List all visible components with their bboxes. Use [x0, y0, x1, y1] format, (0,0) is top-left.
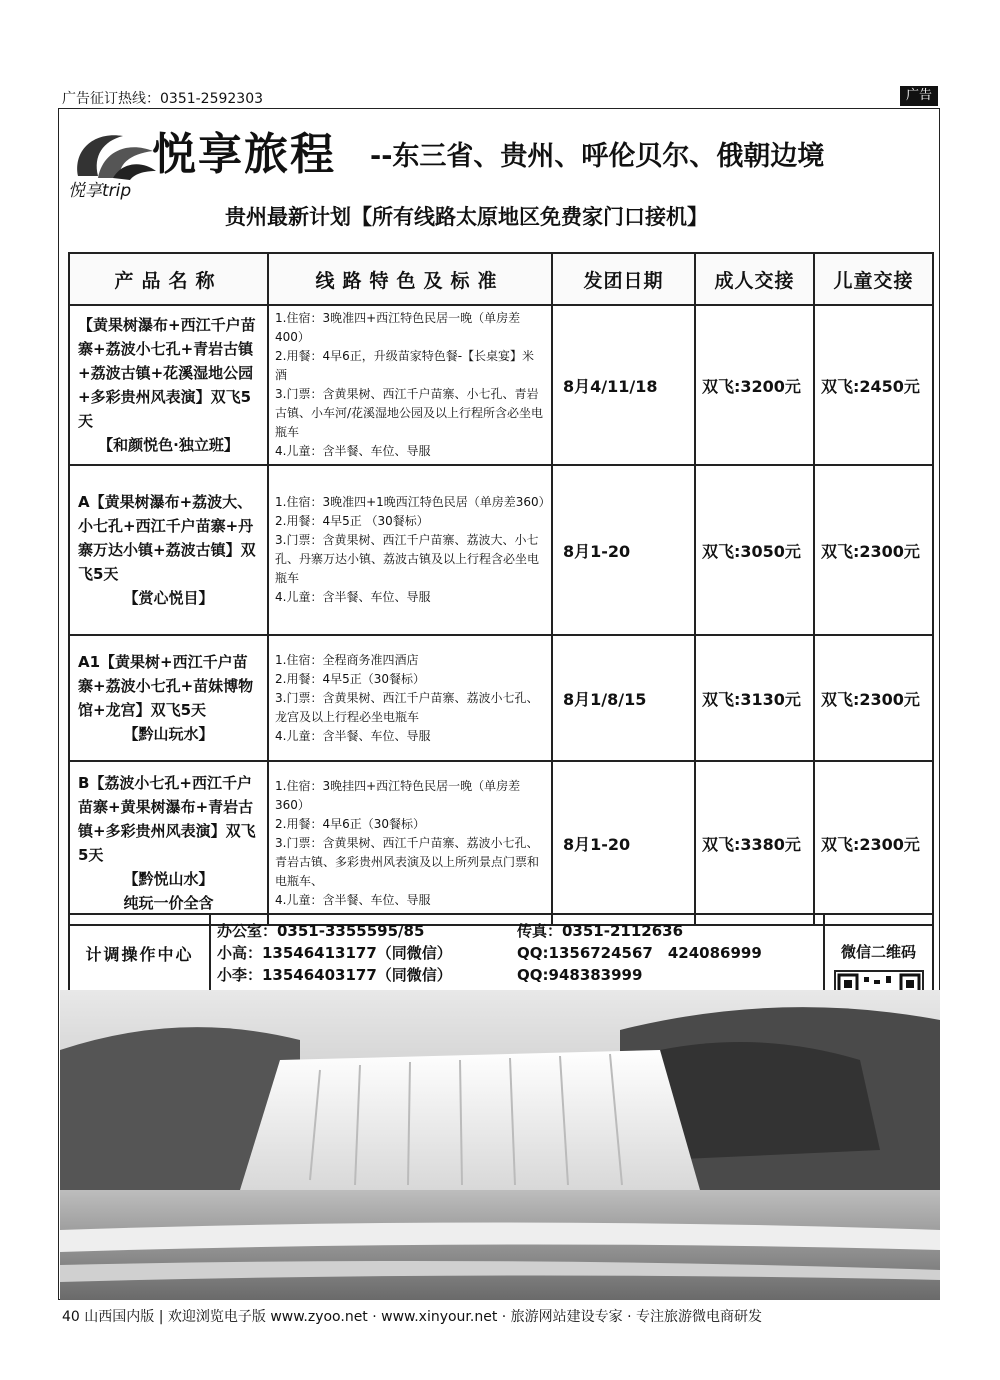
product-tag: 【黔悦山水】 — [123, 870, 214, 888]
feature-tickets: 3.门票：含黄果树、西江千户苗寨、荔波小七孔、龙宫及以上行程必坐电瓶车 — [275, 690, 539, 724]
ad-hotline: 广告征订热线：0351-2592303 — [62, 91, 264, 107]
header-route-features: 线路特色及标准 — [268, 253, 552, 305]
departure-date: 8月1-20 — [552, 465, 695, 635]
qq-numbers: QQ:1356724567 424086999 — [517, 944, 762, 962]
product-tag: 【赏心悦目】 — [123, 589, 214, 607]
contact-xiaogao: 小高：13546413177（同微信） — [217, 944, 452, 962]
ops-center-info — [210, 914, 824, 992]
product-name-cell — [69, 305, 268, 465]
feature-tickets: 3.门票：含黄果树、西江千户苗寨、荔波小七孔、青岩古镇、多彩贵州风表演及以上所列景点门票和电瓶车、 — [275, 835, 540, 888]
feature-children: 4.儿童：含半餐、车位、导服 — [275, 444, 431, 458]
product-tag-extra: 纯玩一价全含 — [123, 894, 214, 912]
feature-children: 4.儿童：含半餐、车位、导服 — [275, 728, 431, 743]
logo-text: 悦享trip — [68, 181, 132, 201]
header-child-price: 儿童交接 — [814, 253, 933, 305]
feature-children: 4.儿童：含半餐、车位、导服 — [275, 892, 431, 907]
child-price: 双飞:2450元 — [814, 305, 933, 465]
adult-price: 双飞:3380元 — [695, 761, 814, 925]
child-price: 双飞:2300元 — [814, 635, 933, 761]
departure-date: 8月1-20 — [552, 761, 695, 925]
child-price: 双飞:2300元 — [814, 465, 933, 635]
tour-plan-table — [68, 252, 934, 926]
departure-date: 8月1/8/15 — [552, 635, 695, 761]
feature-lodging: 1.住宿：3晚挂四+西江特色民居一晚（单房差360） — [275, 778, 521, 812]
plan-subtitle: 贵州最新计划【所有线路太原地区免费家门口接机】 — [225, 205, 708, 229]
route-features-cell — [268, 305, 552, 465]
product-name: A1【黄果树+西江千户苗寨+荔波小七孔+苗妹博物馆+龙宫】双飞5天 — [78, 653, 254, 719]
product-name-cell — [69, 465, 268, 635]
feature-meals: 2.用餐：4早6正，升级苗家特色餐-【长桌宴】米酒 — [275, 349, 535, 382]
feature-tickets: 3.门票：含黄果树、西江千户苗寨、荔波大、小七孔、丹寨万达小镇、荔波古镇及以上行程含必坐电瓶车 — [275, 533, 540, 585]
qq-number-2: QQ:948383999 — [517, 966, 643, 984]
product-name: 【黄果树瀑布+西江千户苗寨+荔波小七孔+青岩古镇+荔波古镇+花溪湿地公园+多彩贵州风表演】双飞5天 — [78, 316, 256, 430]
feature-lodging: 1.住宿：3晚准四+1晚西江特色民居（单房差360） — [275, 495, 551, 509]
header-adult-price: 成人交接 — [695, 253, 814, 305]
product-tag: 【黔山玩水】 — [123, 725, 214, 743]
product-tag: 【和颜悦色·独立班】 — [98, 436, 239, 454]
ad-tag: 广告 — [900, 86, 938, 106]
table-row — [69, 761, 933, 925]
route-features-cell — [268, 635, 552, 761]
product-name: B【荔波小七孔+西江千户苗寨+黄果树瀑布+青岩古镇+多彩贵州风表演】双飞5天 — [78, 774, 256, 864]
table-header-row — [69, 253, 933, 305]
adult-price: 双飞:3050元 — [695, 465, 814, 635]
route-features-cell — [268, 465, 552, 635]
feature-tickets: 3.门票：含黄果树、西江千户苗寨、小七孔、青岩古镇、小车河/花溪湿地公园及以上行程所含必坐电瓶车 — [275, 387, 544, 439]
office-phone: 办公室：0351-3355595/85 — [217, 922, 425, 940]
waterfall-scenery-image — [60, 990, 940, 1300]
departure-date: 8月4/11/18 — [552, 305, 695, 465]
product-name: A【黄果树瀑布+荔波大、小七孔+西江千户苗寨+丹寨万达小镇+荔波古镇】双飞5天 — [78, 493, 256, 583]
table-row — [69, 635, 933, 761]
feature-meals: 2.用餐：4早5正（30餐标） — [275, 671, 425, 686]
fax-number: 传真：0351-2112636 — [517, 922, 684, 940]
ops-center-label: 计调操作中心 — [69, 914, 210, 992]
adult-price: 双飞:3130元 — [695, 635, 814, 761]
wechat-qr-label: 微信二维码 — [840, 943, 916, 961]
table-row — [69, 465, 933, 635]
feature-meals: 2.用餐：4早6正（30餐标） — [275, 816, 425, 831]
route-features-cell — [268, 761, 552, 925]
header-departure-date: 发团日期 — [552, 253, 695, 305]
contact-xiaoli: 小李：13546403177（同微信） — [217, 966, 452, 984]
feature-lodging: 1.住宿：3晚准四+西江特色民居一晚（单房差400） — [275, 311, 521, 344]
adult-price: 双飞:3200元 — [695, 305, 814, 465]
brand-destinations: --东三省、贵州、呼伦贝尔、俄朝边境 — [370, 141, 825, 172]
product-name-cell — [69, 761, 268, 925]
contact-row-ops — [69, 914, 933, 992]
feature-children: 4.儿童：含半餐、车位、导服 — [275, 590, 431, 604]
product-name-cell — [69, 635, 268, 761]
header-product-name: 产品名称 — [69, 253, 268, 305]
table-row — [69, 305, 933, 465]
feature-lodging: 1.住宿：全程商务准四酒店 — [275, 652, 419, 667]
child-price: 双飞:2300元 — [814, 761, 933, 925]
brand-title: 悦享旅程 — [152, 129, 336, 180]
feature-meals: 2.用餐：4早5正 （30餐标） — [275, 514, 429, 528]
page-footer: 40 山西国内版 | 欢迎浏览电子版 www.zyoo.net · www.xinyour.net · 旅游网站建设专家 · 专注旅游微电商研发 — [62, 1309, 763, 1325]
